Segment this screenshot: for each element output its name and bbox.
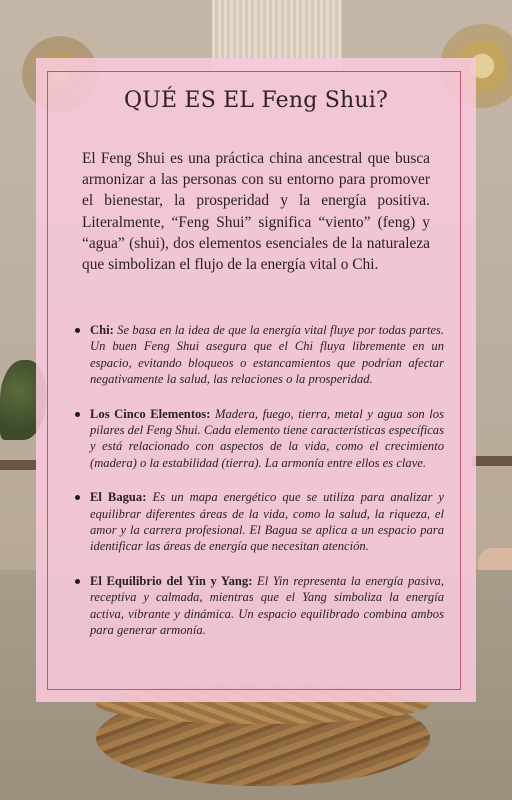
bullet-icon bbox=[75, 328, 80, 333]
list-item bbox=[72, 489, 444, 555]
concept-description: Es un mapa energético que se utiliza para analizar y equilibrar diferentes áreas de la vida, como la salud, la riqueza, el amor y la carrera profesional. El Bagua se aplica a un espacio para identificar las áreas de energía que necesitan atención. bbox=[90, 490, 444, 554]
list-item bbox=[72, 573, 444, 639]
page-title: QUÉ ES EL Feng Shui? bbox=[124, 88, 388, 113]
concept-description: El Yin representa la energía pasiva, receptiva y calmada, mientras que el Yang simboliza la energía activa, vibrante y dinámica. Un espacio equilibrado combina ambos para generar armonía. bbox=[90, 573, 444, 638]
concept-term: El Bagua: bbox=[90, 490, 147, 505]
concept-term: Chi: bbox=[90, 323, 114, 337]
concept-description: Se basa en la idea de que la energía vital fluye por todas partes. Un buen Feng Shui asegura que el Chi fluya libremente en un espacio, evitando bloqueos o estancamientos que podrían afectar negativamente la salud, las relaciones o la prosperidad. bbox=[90, 323, 444, 387]
concept-term: El Equilibrio del Yin y Yang: bbox=[90, 573, 253, 588]
intro-paragraph: El Feng Shui es una práctica china ancestral que busca armonizar a las personas con su entorno para promover el bienestar, la prosperidad y la energía positiva. Literalmente, “Feng Shui” significa “viento” (feng) y “agua” (shui), dos elementos esenciales de la naturaleza que simbolizan el flujo de la energía vital o Chi. bbox=[82, 150, 430, 274]
bullet-icon bbox=[75, 579, 80, 584]
bullet-icon bbox=[75, 495, 80, 500]
concept-term: Los Cinco Elementos: bbox=[90, 406, 211, 421]
shelf-left bbox=[0, 460, 36, 470]
concept-list bbox=[72, 322, 444, 639]
shelf-right bbox=[472, 456, 512, 466]
list-item bbox=[72, 406, 444, 472]
concept-description: Madera, fuego, tierra, metal y agua son los pilares del Feng Shui. Cada elemento tiene características específicas y está relacionado con aspectos de la vida, como el crecimiento (madera) o la estabilidad (tierra). La armonía entre ellos es clave. bbox=[90, 406, 444, 470]
bullet-icon bbox=[75, 412, 80, 417]
list-item bbox=[72, 322, 444, 388]
